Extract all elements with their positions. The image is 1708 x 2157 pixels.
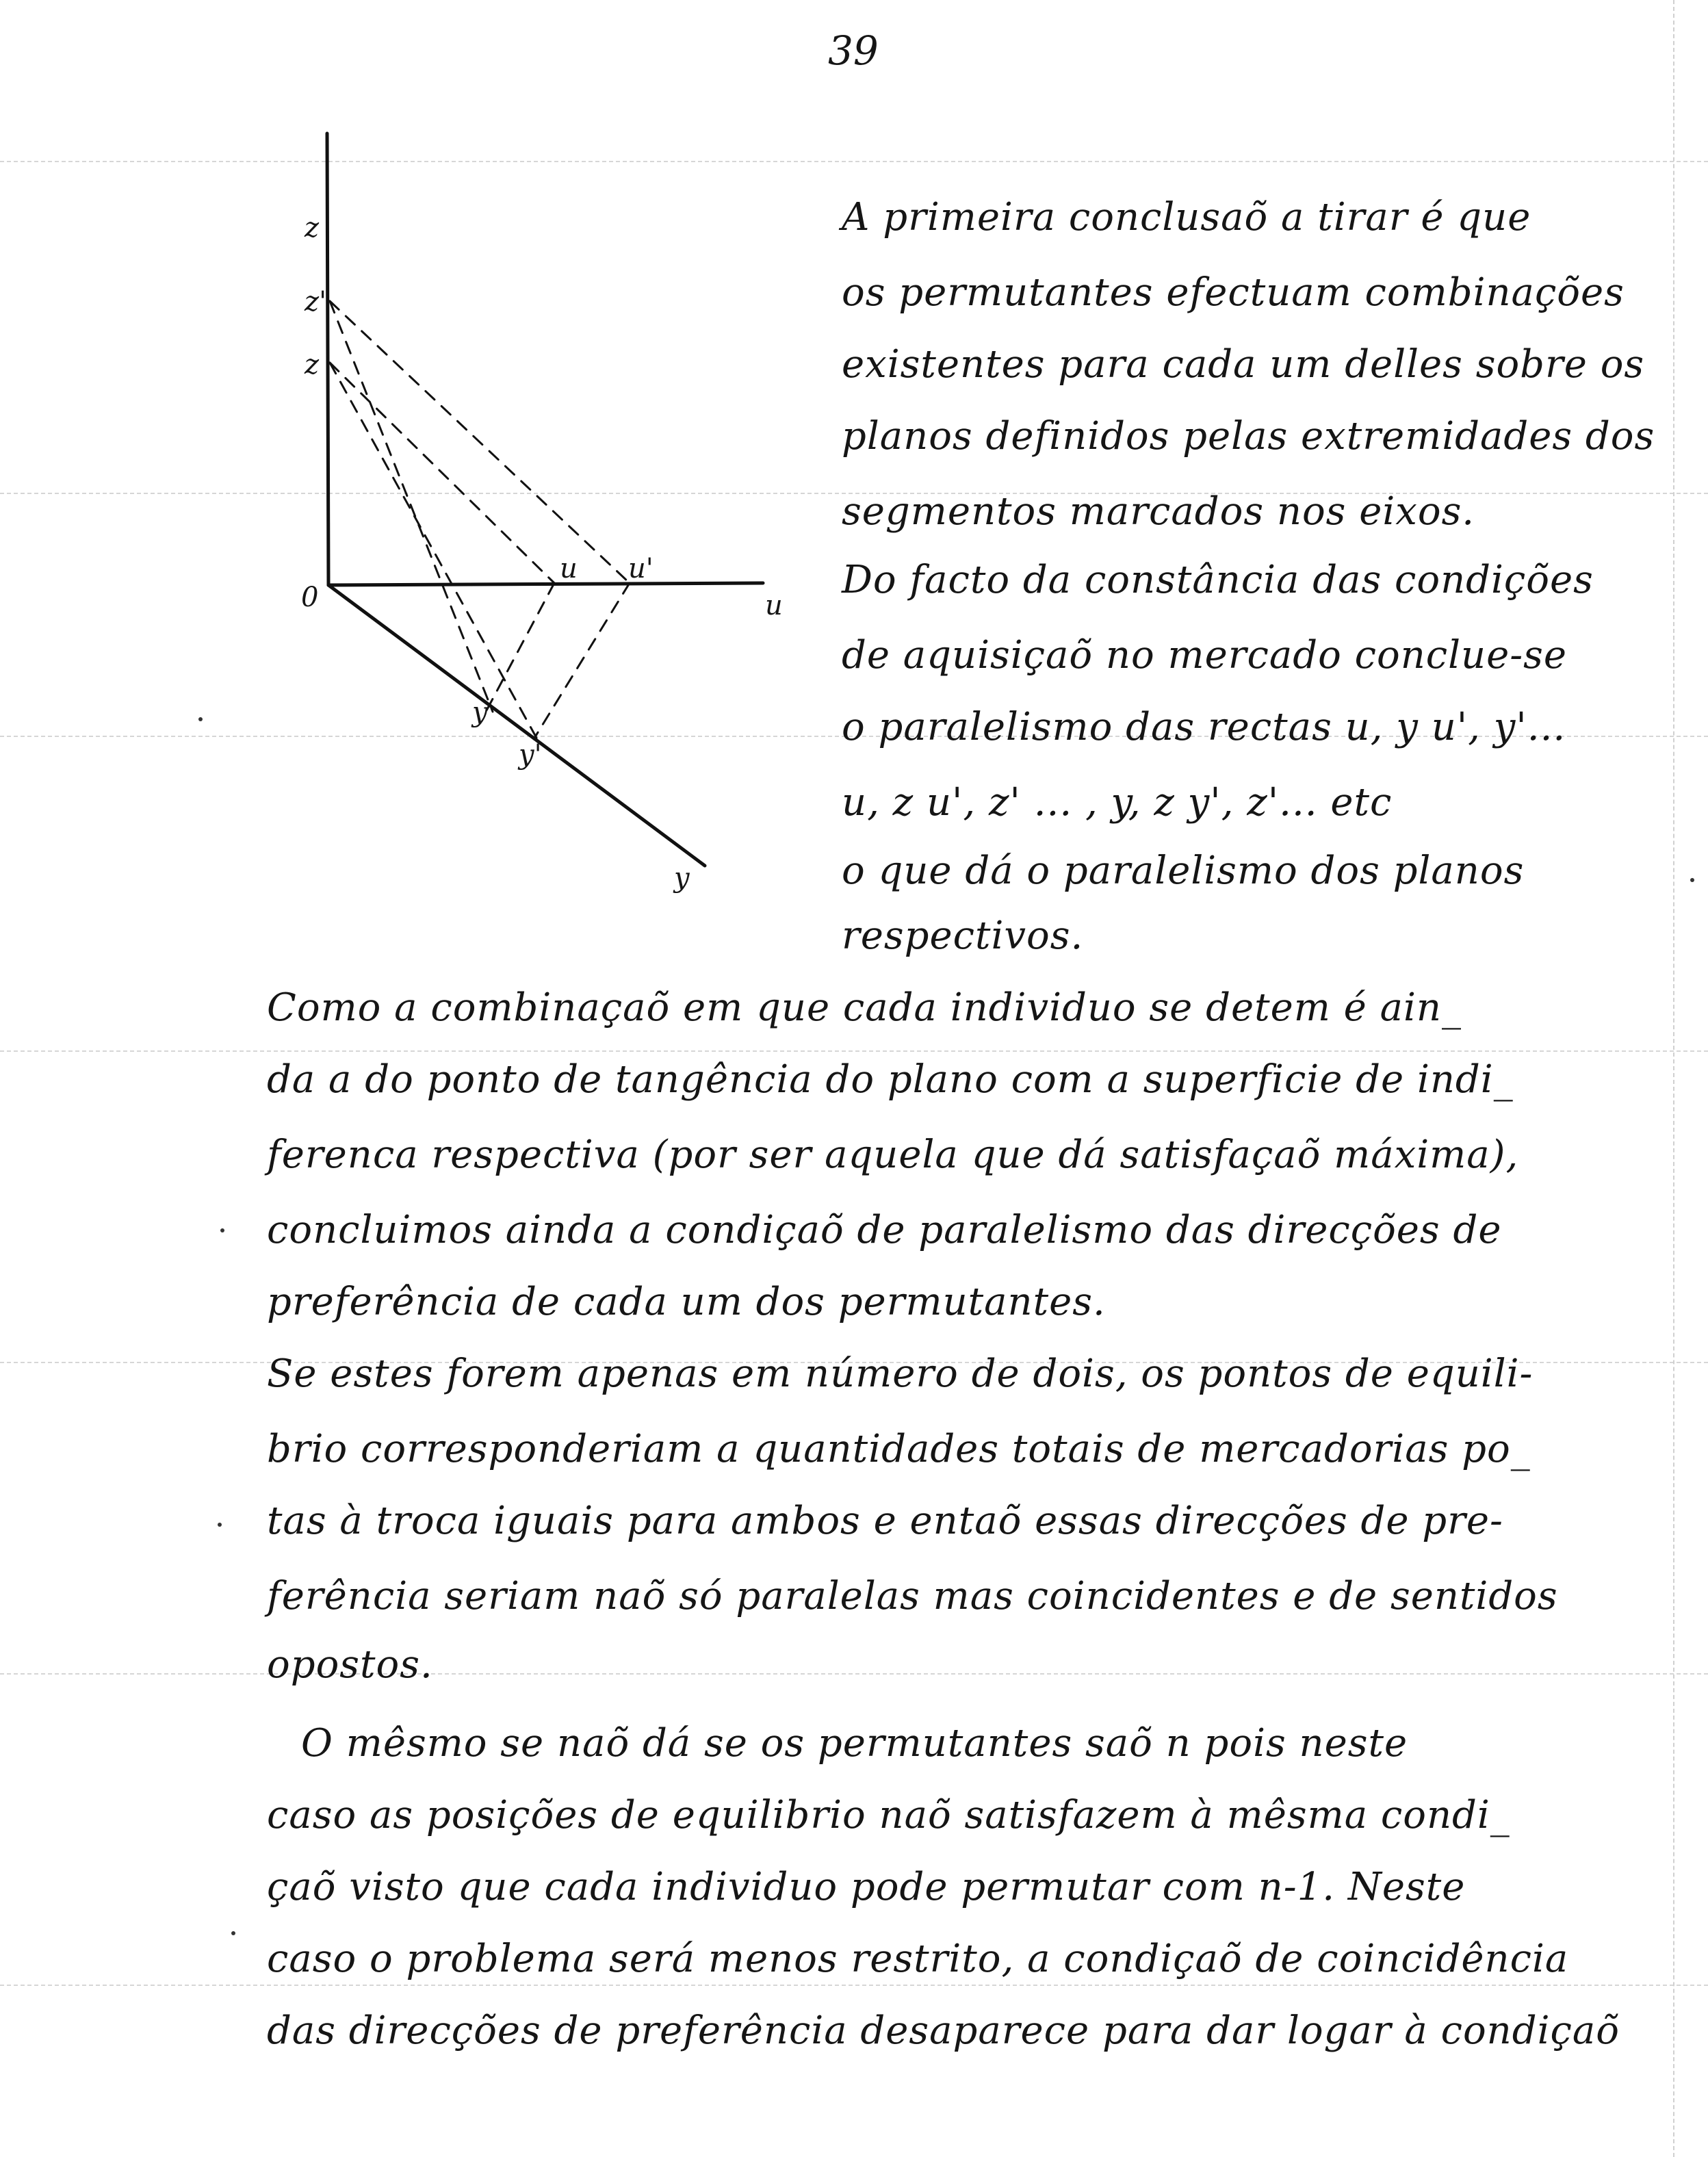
label-origin: 0 — [301, 582, 319, 613]
text-line: u, z u', z' ... , y, z y', z'... etc — [842, 780, 1393, 825]
label-y-prime: y' — [519, 739, 542, 771]
dashed-z-to-u — [330, 363, 554, 583]
text-line: concluimos ainda a condiçaõ de paralelismo das direcções de — [267, 1208, 1502, 1252]
text-line: Como a combinaçaõ em que cada individuo se detem é ain_ — [267, 985, 1462, 1030]
text-line: o paralelismo das rectas u, y u', y'... — [842, 705, 1566, 749]
dashed-z-prime-to-u-prime — [330, 301, 630, 583]
text-line: existentes para cada um delles sobre os — [842, 342, 1645, 387]
text-line: opostos. — [267, 1642, 433, 1687]
page-number: 39 — [828, 27, 879, 74]
text-line: os permutantes efectuam combinações — [842, 270, 1625, 315]
y-axis — [328, 585, 705, 866]
text-line: respectivos. — [842, 914, 1084, 958]
label-z: z — [305, 212, 320, 244]
dashed-z-to-y-prime — [330, 363, 537, 739]
text-line: çaõ visto que cada individuo pode permutar com n-1. Neste — [267, 1865, 1466, 1909]
text-line: brio corresponderiam a quantidades totais de mercadorias po_ — [267, 1427, 1531, 1471]
text-line: Do facto da constância das condições — [842, 558, 1594, 602]
text-line: de aquisiçaõ no mercado conclue-se — [842, 633, 1568, 677]
label-y: y — [472, 697, 488, 728]
text-line: O mêsmo se naõ dá se os permutantes saõ n pois neste — [301, 1721, 1408, 1766]
text-line: caso o problema será menos restrito, a condiçaõ de coincidência — [267, 1937, 1569, 1981]
text-line: o que dá o paralelismo dos planos — [842, 849, 1525, 893]
label-u-axis: u — [765, 590, 783, 621]
text-line: planos definidos pelas extremidades dos — [842, 414, 1655, 458]
text-line: da a do ponto de tangência do plano com a superficie de indi_ — [267, 1057, 1514, 1102]
dashed-z-prime-to-y — [330, 301, 493, 712]
label-z-prime: z' — [305, 286, 327, 318]
text-line: Se estes forem apenas em número de dois, os pontos de equili- — [267, 1352, 1534, 1396]
text-line: preferência de cada um dos permutantes. — [267, 1280, 1106, 1324]
dashed-u-prime-to-y-prime — [534, 583, 630, 739]
text-line: tas à troca iguais para ambos e entaõ essas direcções de pre- — [267, 1499, 1503, 1543]
label-y-axis: y — [674, 862, 690, 894]
label-z-second: z — [305, 349, 320, 380]
text-line: A primeira conclusaõ a tirar é que — [842, 195, 1531, 240]
u-axis — [328, 583, 763, 585]
text-line: ferenca respectiva (por ser aquela que dá satisfaçaõ máxima), — [267, 1133, 1519, 1177]
label-u-prime: u' — [628, 553, 654, 584]
text-line: ferência seriam naõ só paralelas mas coincidentes e de sentidos — [267, 1574, 1558, 1618]
label-u: u — [560, 553, 578, 584]
dashed-u-to-y — [486, 583, 554, 712]
text-line: caso as posições de equilibrio naõ satisfazem à mêsma condi_ — [267, 1793, 1510, 1837]
z-axis — [327, 133, 328, 585]
text-line: segmentos marcados nos eixos. — [842, 489, 1475, 534]
text-line: das direcções de preferência desaparece para dar logar à condiçaõ — [267, 2009, 1620, 2053]
